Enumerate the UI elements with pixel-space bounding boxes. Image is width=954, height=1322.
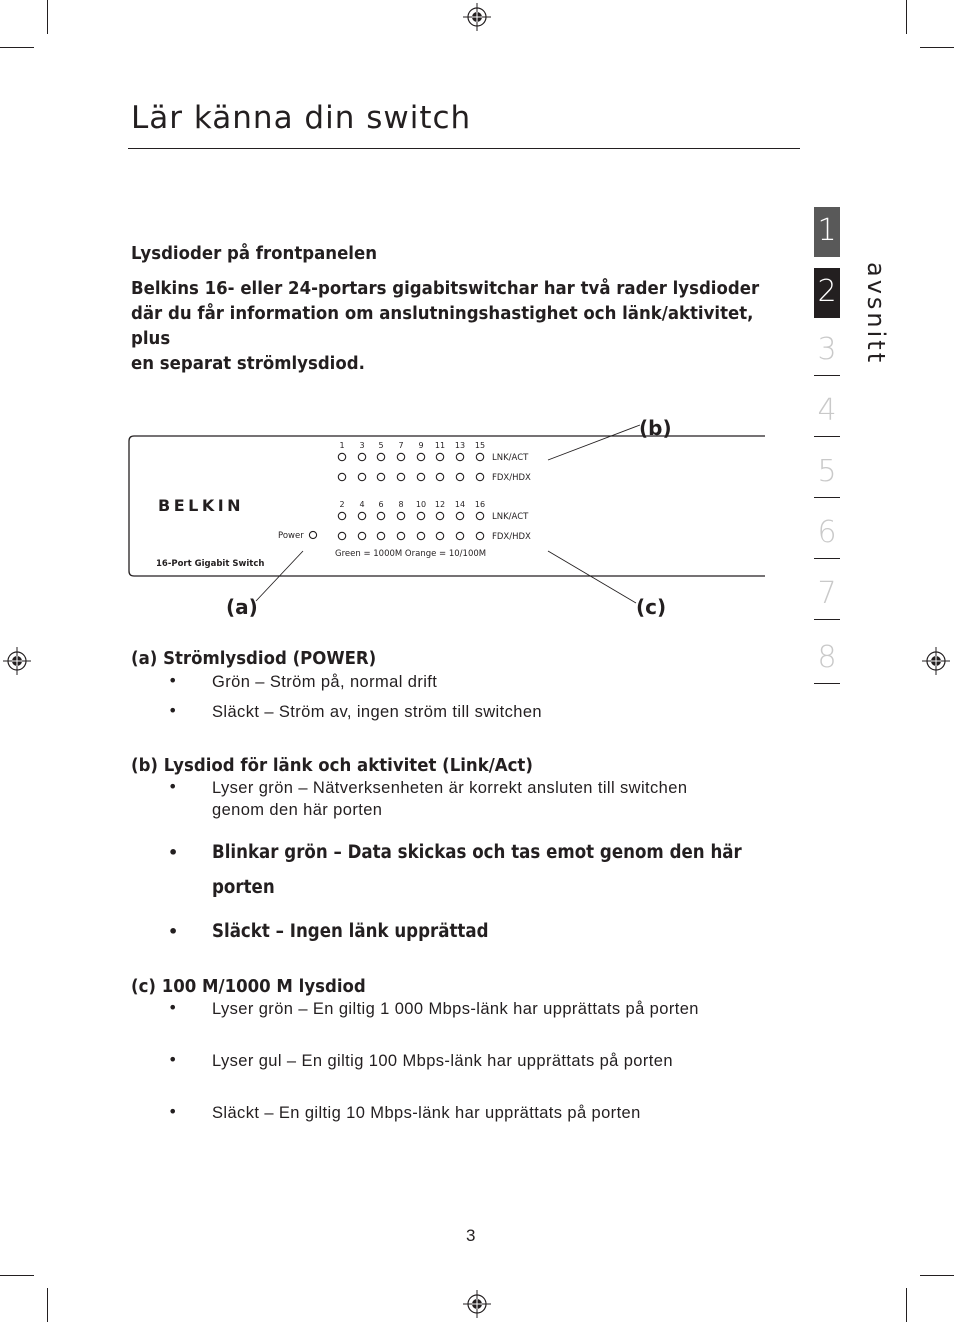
port-number: 6 xyxy=(378,500,384,509)
chapter-tab-7[interactable] xyxy=(814,570,840,620)
power-label: Power xyxy=(278,531,304,541)
row-label: FDX/HDX xyxy=(492,473,531,483)
port-number: 2 xyxy=(339,500,345,509)
front-panel-diagram xyxy=(120,405,780,625)
port-led xyxy=(436,453,443,460)
chapter-tab-8[interactable] xyxy=(814,634,840,684)
registration-target-icon xyxy=(463,1290,491,1318)
port-led xyxy=(476,512,483,519)
chapter-tab-3[interactable] xyxy=(814,326,840,376)
callout-leader-c xyxy=(548,551,636,603)
port-led xyxy=(358,512,365,519)
brand-logo: BELKIN xyxy=(158,496,245,515)
intro-line: Belkins 16- eller 24-portars gigabitswitchar har två rader lysdioder xyxy=(131,278,760,299)
port-led xyxy=(377,453,384,460)
chapter-tab-5[interactable] xyxy=(814,448,840,498)
port-number: 15 xyxy=(474,441,486,450)
port-led xyxy=(476,473,483,480)
bullet-text: Lyser gul – En giltig 100 Mbps-länk har upprättats på porten xyxy=(212,1052,673,1070)
port-number: 1 xyxy=(339,441,345,450)
callout-c-label: (c) xyxy=(636,595,667,619)
title-divider xyxy=(128,148,800,149)
port-led xyxy=(358,453,365,460)
tab-divider xyxy=(814,619,840,620)
callout-a-label: (a) xyxy=(226,595,258,619)
port-led xyxy=(338,473,345,480)
led-rows xyxy=(338,453,486,539)
port-led xyxy=(417,512,424,519)
port-number: 7 xyxy=(398,441,404,450)
row-label: LNK/ACT xyxy=(492,512,529,522)
chapter-tab-number: 5 xyxy=(817,454,837,489)
callout-b-label: (b) xyxy=(639,416,672,440)
bullet-text: Lyser grön – Nätverksenheten är korrekt ansluten till switchen genom den här porten xyxy=(212,779,688,819)
port-number: 14 xyxy=(454,500,466,509)
intro-line: en separat strömlysdiod. xyxy=(131,353,365,374)
port-number: 10 xyxy=(415,500,427,509)
crop-mark xyxy=(920,47,954,48)
bullet-dot: • xyxy=(168,843,179,862)
tab-divider xyxy=(814,436,840,437)
bullet-dot: • xyxy=(168,1050,178,1069)
section-heading-b: (b) Lysdiod för länk och aktivitet (Link/Act) xyxy=(131,755,533,776)
bullet-dot: • xyxy=(168,1102,178,1121)
bullet-dot: • xyxy=(168,701,178,720)
port-led xyxy=(397,532,404,539)
section-heading-c: (c) 100 M/1000 M lysdiod xyxy=(131,976,366,997)
port-number: 16 xyxy=(474,500,486,509)
port-led xyxy=(417,532,424,539)
model-label: 16-Port Gigabit Switch xyxy=(156,559,265,569)
port-led xyxy=(377,512,384,519)
registration-target-icon xyxy=(463,3,491,31)
intro-body xyxy=(131,276,766,376)
tab-divider xyxy=(814,558,840,559)
crop-mark xyxy=(47,0,48,34)
chapter-tab-number: 7 xyxy=(817,576,837,611)
chapter-tab-number: 1 xyxy=(817,213,837,248)
port-led xyxy=(456,473,463,480)
port-led xyxy=(377,473,384,480)
chapter-tab-1[interactable] xyxy=(814,207,840,257)
bullet-dot: • xyxy=(168,671,178,690)
crop-mark xyxy=(906,1288,907,1322)
port-led xyxy=(338,453,345,460)
port-led xyxy=(436,532,443,539)
port-number: 13 xyxy=(454,441,466,450)
port-led xyxy=(417,473,424,480)
tab-divider xyxy=(814,497,840,498)
chapter-tab-number: 6 xyxy=(817,515,837,550)
port-led xyxy=(417,453,424,460)
bullet-bold-text: Blinkar grön – Data skickas och tas emot genom den här porten xyxy=(212,842,742,898)
top-port-numbers xyxy=(339,441,485,450)
tab-divider xyxy=(814,683,840,684)
crop-mark xyxy=(47,1288,48,1322)
bullet-text: Släckt – Ström av, ingen ström till switchen xyxy=(212,703,542,721)
registration-target-icon xyxy=(922,647,950,675)
chapter-tab-number: 2 xyxy=(817,274,837,309)
port-led xyxy=(436,473,443,480)
chapter-tab-6[interactable] xyxy=(814,509,840,559)
chapter-tab-number: 8 xyxy=(817,640,837,675)
port-led xyxy=(397,473,404,480)
intro-line: där du får information om anslutningshastighet och länk/aktivitet, xyxy=(131,303,754,324)
crop-mark xyxy=(920,1275,954,1276)
bullet-dot: • xyxy=(168,922,179,941)
led-legend: Green = 1000M Orange = 10/100M xyxy=(335,549,487,559)
bullet-text: Lyser grön – En giltig 1 000 Mbps-länk har upprättats på porten xyxy=(212,1000,699,1018)
bullet-text: Släckt – En giltig 10 Mbps-länk har upprättats på porten xyxy=(212,1104,641,1122)
port-led xyxy=(476,532,483,539)
chapter-tab-number: 4 xyxy=(817,393,837,428)
row-label: LNK/ACT xyxy=(492,453,529,463)
port-number: 12 xyxy=(434,500,446,509)
row-label: FDX/HDX xyxy=(492,532,531,542)
port-number: 4 xyxy=(359,500,365,509)
port-number: 5 xyxy=(378,441,384,450)
chapter-tab-4[interactable] xyxy=(814,387,840,437)
tab-divider xyxy=(814,375,840,376)
port-led xyxy=(358,532,365,539)
callout-leader-b xyxy=(548,425,640,460)
port-number: 9 xyxy=(418,441,424,450)
port-led xyxy=(358,473,365,480)
crop-mark xyxy=(0,1275,34,1276)
registration-target-icon xyxy=(3,647,31,675)
port-led xyxy=(456,512,463,519)
chapter-tab-2[interactable] xyxy=(814,268,840,318)
bullet-text: Grön – Ström på, normal drift xyxy=(212,673,438,691)
port-led xyxy=(338,512,345,519)
bullet-bold-text: Släckt – Ingen länk upprättad xyxy=(212,921,489,942)
section-side-label: avsnitt xyxy=(862,262,890,366)
crop-mark xyxy=(0,47,34,48)
intro-heading: Lysdioder på frontpanelen xyxy=(131,243,377,264)
port-led xyxy=(436,512,443,519)
port-number: 11 xyxy=(434,441,446,450)
chapter-tab-number: 3 xyxy=(817,332,837,367)
power-led xyxy=(309,531,316,538)
page-title: Lär känna din switch xyxy=(131,100,472,136)
port-number: 3 xyxy=(359,441,365,450)
section-heading-a: (a) Strömlysdiod (POWER) xyxy=(131,648,377,669)
port-number: 8 xyxy=(398,500,404,509)
page-number: 3 xyxy=(466,1226,476,1245)
bullet-dot: • xyxy=(168,998,178,1017)
port-led xyxy=(397,453,404,460)
port-led xyxy=(338,532,345,539)
port-led xyxy=(476,453,483,460)
intro-line: plus xyxy=(131,328,171,349)
bullet-dot: • xyxy=(168,777,178,796)
port-led xyxy=(456,532,463,539)
crop-mark xyxy=(906,0,907,34)
port-led xyxy=(456,453,463,460)
bottom-port-numbers xyxy=(339,500,485,509)
port-led xyxy=(397,512,404,519)
port-led xyxy=(377,532,384,539)
